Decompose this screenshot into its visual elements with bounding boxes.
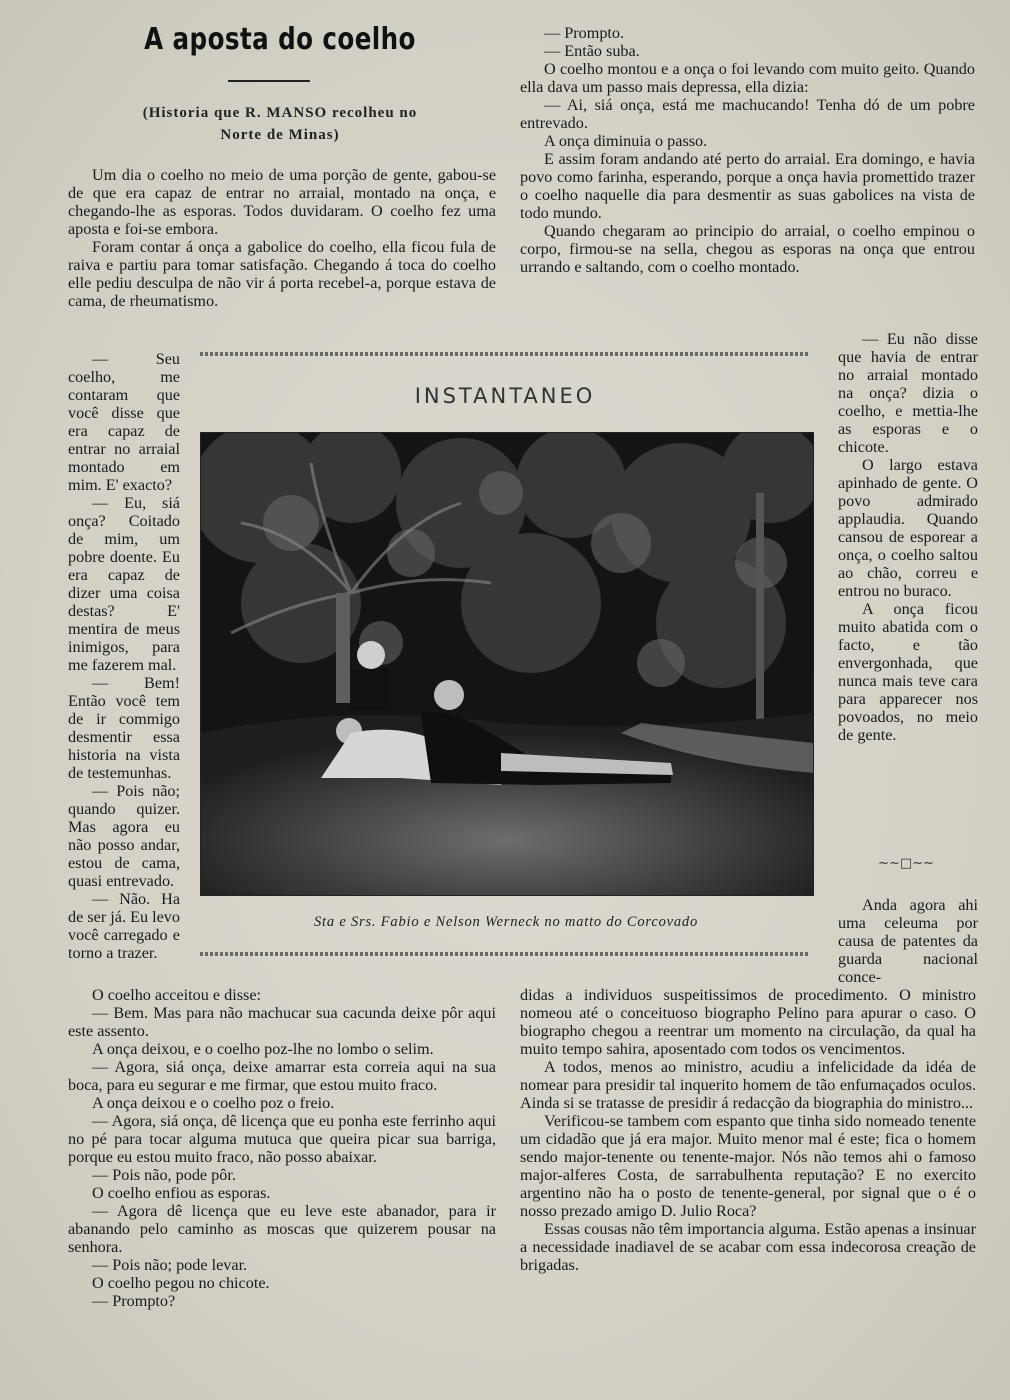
paragraph: — Agora dê licença que eu leve este abanador, para ir abanando pelo caminho as moscas que quizerem pousar na senhora.: [68, 1202, 496, 1256]
paragraph: Verificou-se tambem com espanto que tinha sido nomeado tenente um cidadão que já era major. Muito menor mal é este; fica o homem sendo major-tenente ou tenente-major. Nós não temos ahi o famoso major-alferes Costa, de sarrabulhenta reputação? E no exercito argentino não ha o posto de tenente-general, por signal que o é o nosso prezado amigo D. Julio Roca?: [520, 1112, 976, 1220]
paragraph: O coelho montou e a onça o foi levando com muito geito. Quando ella dava um passo mais depressa, ella dizia:: [520, 60, 975, 96]
paragraph: A onça diminuia o passo.: [544, 132, 708, 150]
paragraph: — Então suba.: [544, 42, 640, 60]
paragraph: — Prompto.: [544, 24, 625, 42]
instantaneo-heading: INSTANTANEO: [414, 384, 596, 408]
paragraph: A onça ficou muito abatida com o facto, e tão envergonhada, que nunca mais teve cara para apparecer nos povoados, no meio de gente.: [838, 600, 978, 744]
paragraph: — Bem. Mas para não machucar sua cacunda deixe pôr aqui este assento.: [68, 1004, 496, 1040]
garden-photograph: [200, 432, 814, 896]
paragraph: — Prompto?: [92, 1292, 176, 1310]
subtitle-line-1: (Historia que R. MANSO recolheu no: [142, 105, 418, 121]
paragraph: O largo estava apinhado de gente. O povo admirado applaudia. Quando cansou de esporear a onça, o coelho saltou ao chão, correu e entrou no buraco.: [838, 456, 978, 600]
paragraph: O coelho pegou no chicote.: [92, 1274, 270, 1292]
paragraph: Essas cousas não têm importancia alguma. Estão apenas a insinuar a necessidade inadiavel de se acabar com essa indecorosa creação de brigadas.: [520, 1220, 976, 1274]
paragraph: O coelho enfiou as esporas.: [92, 1184, 271, 1202]
paragraph: — Eu, siá onça? Coitado de mim, um pobre doente. Eu era capaz de dizer uma coisa destas? E' mentira de meus inimigos, para me fazerem mal.: [68, 494, 180, 674]
paragraph: — Eu não disse que havia de entrar no arraial montado na onça? dizia o coelho, e mettia-lhe as esporas e o chicote.: [838, 330, 978, 456]
paragraph: O coelho acceitou e disse:: [92, 986, 262, 1004]
wavy-rule-bottom: [200, 952, 810, 956]
paragraph: Anda agora ahi uma celeuma por causa de patentes da guarda nacional conce-: [838, 896, 978, 986]
column-left-top: [68, 166, 496, 310]
paragraph: Quando chegaram ao principio do arraial, o coelho empinou o corpo, firmou-se na sella, chegou as esporas na onça que entrou urrando e saltando, com o coelho montado.: [520, 222, 975, 276]
paragraph: Um dia o coelho no meio de uma porção de gente, gabou-se de que era capaz de entrar no arraial, montado na onça, e chegando-lhe as esporas. Todos duvidaram. O coelho fez uma aposta e foi-se embora.: [68, 166, 496, 238]
subtitle-line-2: Norte de Minas): [220, 127, 340, 143]
section-divider: ~~□~~: [878, 856, 934, 871]
paragraph: — Agora, siá onça, deixe amarrar esta correia aqui na sua boca, para eu segurar e me firmar, que estou muito fraco.: [68, 1058, 496, 1094]
article-title: A aposta do coelho: [144, 22, 416, 57]
column-right-narrow-bottom: [838, 896, 978, 986]
paragraph: A onça deixou, e o coelho poz-lhe no lombo o selim.: [92, 1040, 434, 1058]
title-rule: [228, 80, 310, 82]
paragraph: — Seu coelho, me contaram que você disse que era capaz de entrar no arraial montado em mim. E' exacto?: [68, 350, 180, 494]
paragraph: — Não. Ha de ser já. Eu levo você carregado e torno a trazer.: [68, 890, 180, 962]
column-left-narrow: [68, 350, 180, 962]
paragraph: A onça deixou e o coelho poz o freio.: [92, 1094, 335, 1112]
paragraph: — Bem! Então você tem de ir commigo desmentir essa historia na vista de testemunhas.: [68, 674, 180, 782]
article-subtitle: [60, 102, 500, 146]
paragraph: — Ai, siá onça, está me machucando! Tenha dó de um pobre entrevado.: [520, 96, 975, 132]
column-right-narrow: [838, 330, 978, 744]
column-right-bottom: [520, 986, 976, 1274]
paragraph: didas a individuos suspeitissimos de procedimento. O ministro nomeou até o conceituoso biographo Pelino para apurar o caso. O biographo chegou a reentrar um momento na circulação, da qual ha muito tempo sahira, aposentado com todos os vencimentos.: [520, 986, 976, 1058]
paragraph: — Agora, siá onça, dê licença que eu ponha este ferrinho aqui no pé para tocar alguma mutuca que queira picar sua barriga, porque eu estou muito fraco, não posso abaixar.: [68, 1112, 496, 1166]
paragraph: — Pois não; pode levar.: [92, 1256, 248, 1274]
paragraph: — Pois não, pode pôr.: [92, 1166, 236, 1184]
wavy-rule-top: [200, 352, 810, 356]
paragraph: — Pois não; quando quizer. Mas agora eu não posso andar, estou de cama, quasi entrevado.: [68, 782, 180, 890]
column-right-top: [520, 24, 975, 276]
photo-caption: Sta e Srs. Fabio e Nelson Werneck no matto do Corcovado: [313, 914, 699, 930]
paragraph: Foram contar á onça a gabolice do coelho, ella ficou fula de raiva e partiu para tomar satisfação. Chegando á toca do coelho elle pediu desculpa de não vir á porta recebel-a, porque estava de cama, de rheumatismo.: [68, 238, 496, 310]
paragraph: A todos, menos ao ministro, acudiu a infelicidade da idéa de nomear para presidir tal inquerito homem de tão enfumaçados oculos. Ainda si se tratasse de presidir á redacção da biographia do ministro...: [520, 1058, 976, 1112]
paragraph: E assim foram andando até perto do arraial. Era domingo, e havia povo como farinha, esperando, porque a onça havia promettido trazer o coelho naquelle dia para desmentir as suas gabolices na vista de todo mundo.: [520, 150, 975, 222]
column-left-bottom: [68, 986, 496, 1310]
